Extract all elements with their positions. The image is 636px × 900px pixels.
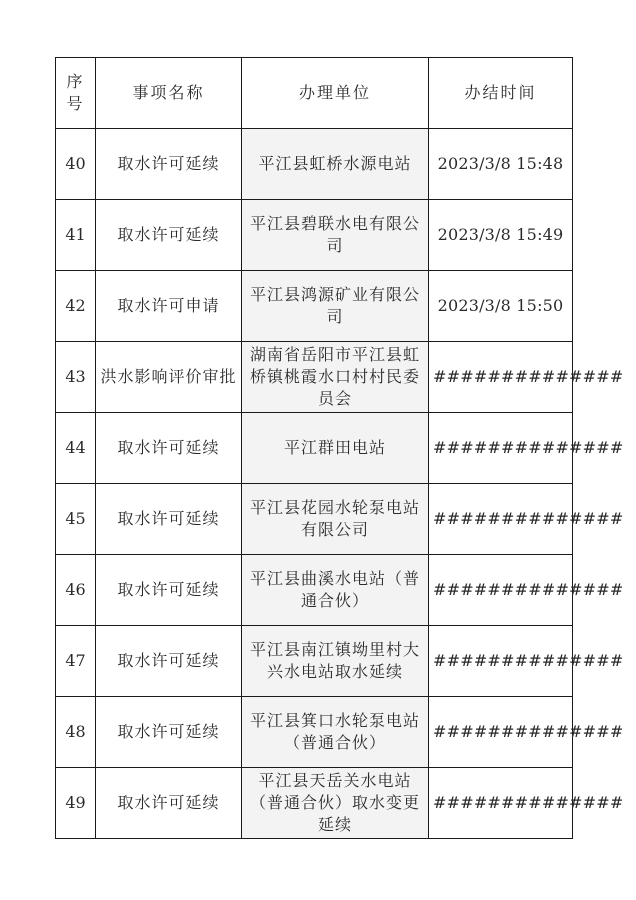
table-row bbox=[56, 484, 573, 555]
row-unit: 平江县曲溪水电站（普通合伙） bbox=[242, 555, 429, 626]
records-table bbox=[55, 57, 624, 839]
row-number: 47 bbox=[56, 626, 96, 697]
header-item: 事项名称 bbox=[96, 58, 242, 129]
row-item: 洪水影响评价审批 bbox=[96, 342, 242, 413]
row-number: 40 bbox=[56, 129, 96, 200]
table-row bbox=[56, 200, 573, 271]
row-item: 取水许可延续 bbox=[96, 200, 242, 271]
row-number: 41 bbox=[56, 200, 96, 271]
table-row bbox=[56, 342, 573, 413]
row-unit: 平江县天岳关水电站（普通合伙）取水变更延续 bbox=[242, 768, 429, 839]
row-unit: 平江县箕口水轮泵电站（普通合伙） bbox=[242, 697, 429, 768]
row-time: 2023/3/8 15:48 bbox=[429, 129, 573, 200]
header-time: 办结时间 bbox=[429, 58, 573, 129]
row-item: 取水许可延续 bbox=[96, 484, 242, 555]
table-row bbox=[56, 626, 573, 697]
row-item: 取水许可延续 bbox=[96, 768, 242, 839]
row-item: 取水许可延续 bbox=[96, 697, 242, 768]
table-row bbox=[56, 555, 573, 626]
row-number: 43 bbox=[56, 342, 96, 413]
row-unit: 平江县鸿源矿业有限公司 bbox=[242, 271, 429, 342]
row-item: 取水许可延续 bbox=[96, 555, 242, 626]
row-number: 48 bbox=[56, 697, 96, 768]
row-time: 2023/3/8 15:49 bbox=[429, 200, 573, 271]
table-row bbox=[56, 413, 573, 484]
row-unit: 平江群田电站 bbox=[242, 413, 429, 484]
table-row bbox=[56, 271, 573, 342]
row-time: ############## bbox=[429, 342, 573, 413]
table-row bbox=[56, 768, 573, 839]
row-number: 44 bbox=[56, 413, 96, 484]
row-time: ############## bbox=[429, 626, 573, 697]
row-unit: 平江县南江镇坳里村大兴水电站取水延续 bbox=[242, 626, 429, 697]
row-time: ############## bbox=[429, 484, 573, 555]
row-time: 2023/3/8 15:50 bbox=[429, 271, 573, 342]
row-unit: 平江县碧联水电有限公司 bbox=[242, 200, 429, 271]
row-number: 46 bbox=[56, 555, 96, 626]
row-unit: 平江县花园水轮泵电站有限公司 bbox=[242, 484, 429, 555]
row-time: ############## bbox=[429, 555, 573, 626]
row-time: ############## bbox=[429, 697, 573, 768]
row-number: 42 bbox=[56, 271, 96, 342]
header-unit: 办理单位 bbox=[242, 58, 429, 129]
row-number: 49 bbox=[56, 768, 96, 839]
row-number: 45 bbox=[56, 484, 96, 555]
table-row bbox=[56, 129, 573, 200]
row-unit: 湖南省岳阳市平江县虹桥镇桃霞水口村村民委员会 bbox=[242, 342, 429, 413]
table-header-row bbox=[56, 58, 573, 129]
table-row bbox=[56, 697, 573, 768]
row-time: ############## bbox=[429, 413, 573, 484]
row-item: 取水许可申请 bbox=[96, 271, 242, 342]
header-seq: 序号 bbox=[56, 58, 96, 129]
row-unit: 平江县虹桥水源电站 bbox=[242, 129, 429, 200]
row-item: 取水许可延续 bbox=[96, 129, 242, 200]
row-item: 取水许可延续 bbox=[96, 626, 242, 697]
row-item: 取水许可延续 bbox=[96, 413, 242, 484]
row-time: ############## bbox=[429, 768, 573, 839]
